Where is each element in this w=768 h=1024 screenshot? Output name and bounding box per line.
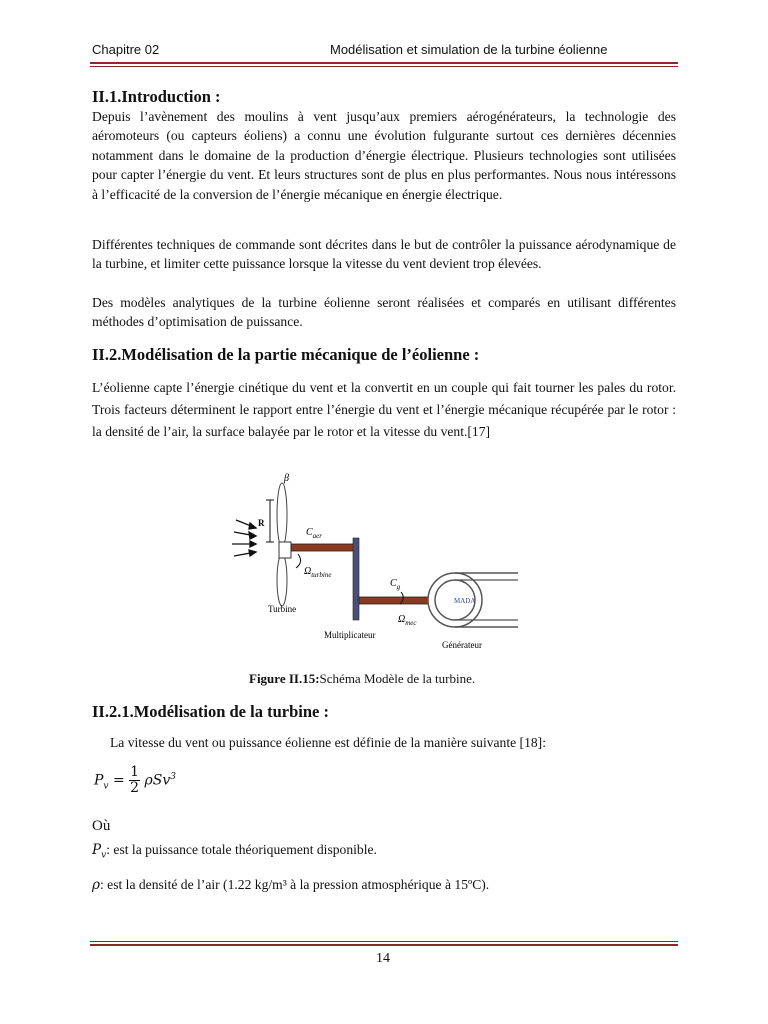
header-rule-thin [90, 66, 678, 67]
turbine-heading: II.2.1.Modélisation de la turbine : [92, 702, 329, 721]
turbine-blade-lower [277, 554, 287, 606]
where-label: Où [92, 818, 111, 834]
footer-rule [90, 944, 678, 946]
intro-heading: II.1.Introduction : [92, 87, 221, 106]
radius-dimension [266, 500, 274, 542]
figure-caption: Figure II.15:Schéma Modèle de la turbine. [249, 671, 476, 686]
generateur-label: Générateur [442, 640, 482, 650]
caer-label: $C_{aer}$ [306, 527, 323, 540]
wind-arrows [232, 520, 256, 556]
turbine-intro: La vitesse du vent ou puissance éolienne est définie de la manière suivante [18]: [110, 735, 546, 750]
intro-paragraph-1: Depuis l’avènement des moulins à vent jusqu’aux premiers aérogénérateurs, la technologie des aéromoteurs (ou capteurs éoliens) a connu une évolution fulgurante surtout ces dernières décennies notamment dans le domaine de la production d’énergie électrique. Plusieurs technologies sont utilisées pour capter l’énergie du vent. Et leurs structures sont de plus en plus performantes. Nous nous intéressons à l’efficacité de la conversion de l’énergie mécanique en énergie électrique. [92, 109, 676, 202]
turbine-shaft [291, 544, 355, 551]
power-formula: $P_v$ = $\frac{1}{2}$ ρSv$^3$ [94, 764, 176, 796]
meca-paragraph: L’éolienne capte l’énergie cinétique du vent et la convertit en un couple qui fait tourner les pales du rotor. Trois facteurs déterminent le rapport entre l’énergie du vent et l’énergie mécanique récupérée par le rotor : la densité de l’air, la surface balayée par le rotor et la vitesse du vent.[17] [92, 380, 676, 439]
header-chapter: Chapitre 02 [92, 42, 160, 57]
header-title: Modélisation et simulation de la turbine éolienne [330, 42, 608, 57]
multiplicateur-label: Multiplicateur [324, 630, 376, 640]
meca-heading: II.2.Modélisation de la partie mécanique de l’éolienne : [92, 345, 480, 364]
turbine-label: Turbine [268, 604, 297, 614]
turbine-model-figure [218, 470, 518, 655]
intro-paragraph-3: Des modèles analytiques de la turbine éolienne seront réalisées et comparés en utilisant différentes méthodes d’optimisation de puissance. [92, 295, 676, 330]
turbine-hub [279, 542, 291, 558]
mada-label: MADA [454, 597, 476, 605]
header-rule [90, 62, 678, 64]
definition-rho: ρ: est la densité de l’air (1.22 kg/m³ à la pression atmosphérique à 15ºC). [92, 877, 490, 893]
page-number: 14 [376, 951, 390, 966]
radius-label: R [258, 518, 265, 528]
cg-label: $C_g$ [390, 578, 401, 591]
omega-mec-label: $\Omega_{mec}$ [398, 614, 417, 627]
intro-paragraph-2: Différentes techniques de commande sont décrites dans le but de contrôler la puissance aérodynamique de la turbine, et limiter cette puissance lorsque la vitesse du vent devient trop élevées. [92, 237, 676, 272]
omega-turbine-label: $\Omega_{turbine}$ [304, 566, 332, 579]
definition-pv: $P_v$: est la puissance totale théoriquement disponible. [92, 842, 377, 861]
multiplier-bar [353, 538, 359, 620]
footer-rule-thin [90, 941, 678, 942]
caer-rotation-arrow [296, 554, 301, 568]
beta-label: β [284, 473, 289, 484]
turbine-blade-upper [277, 483, 287, 547]
formula-fraction: $\frac{1}{2}$ [130, 764, 140, 796]
